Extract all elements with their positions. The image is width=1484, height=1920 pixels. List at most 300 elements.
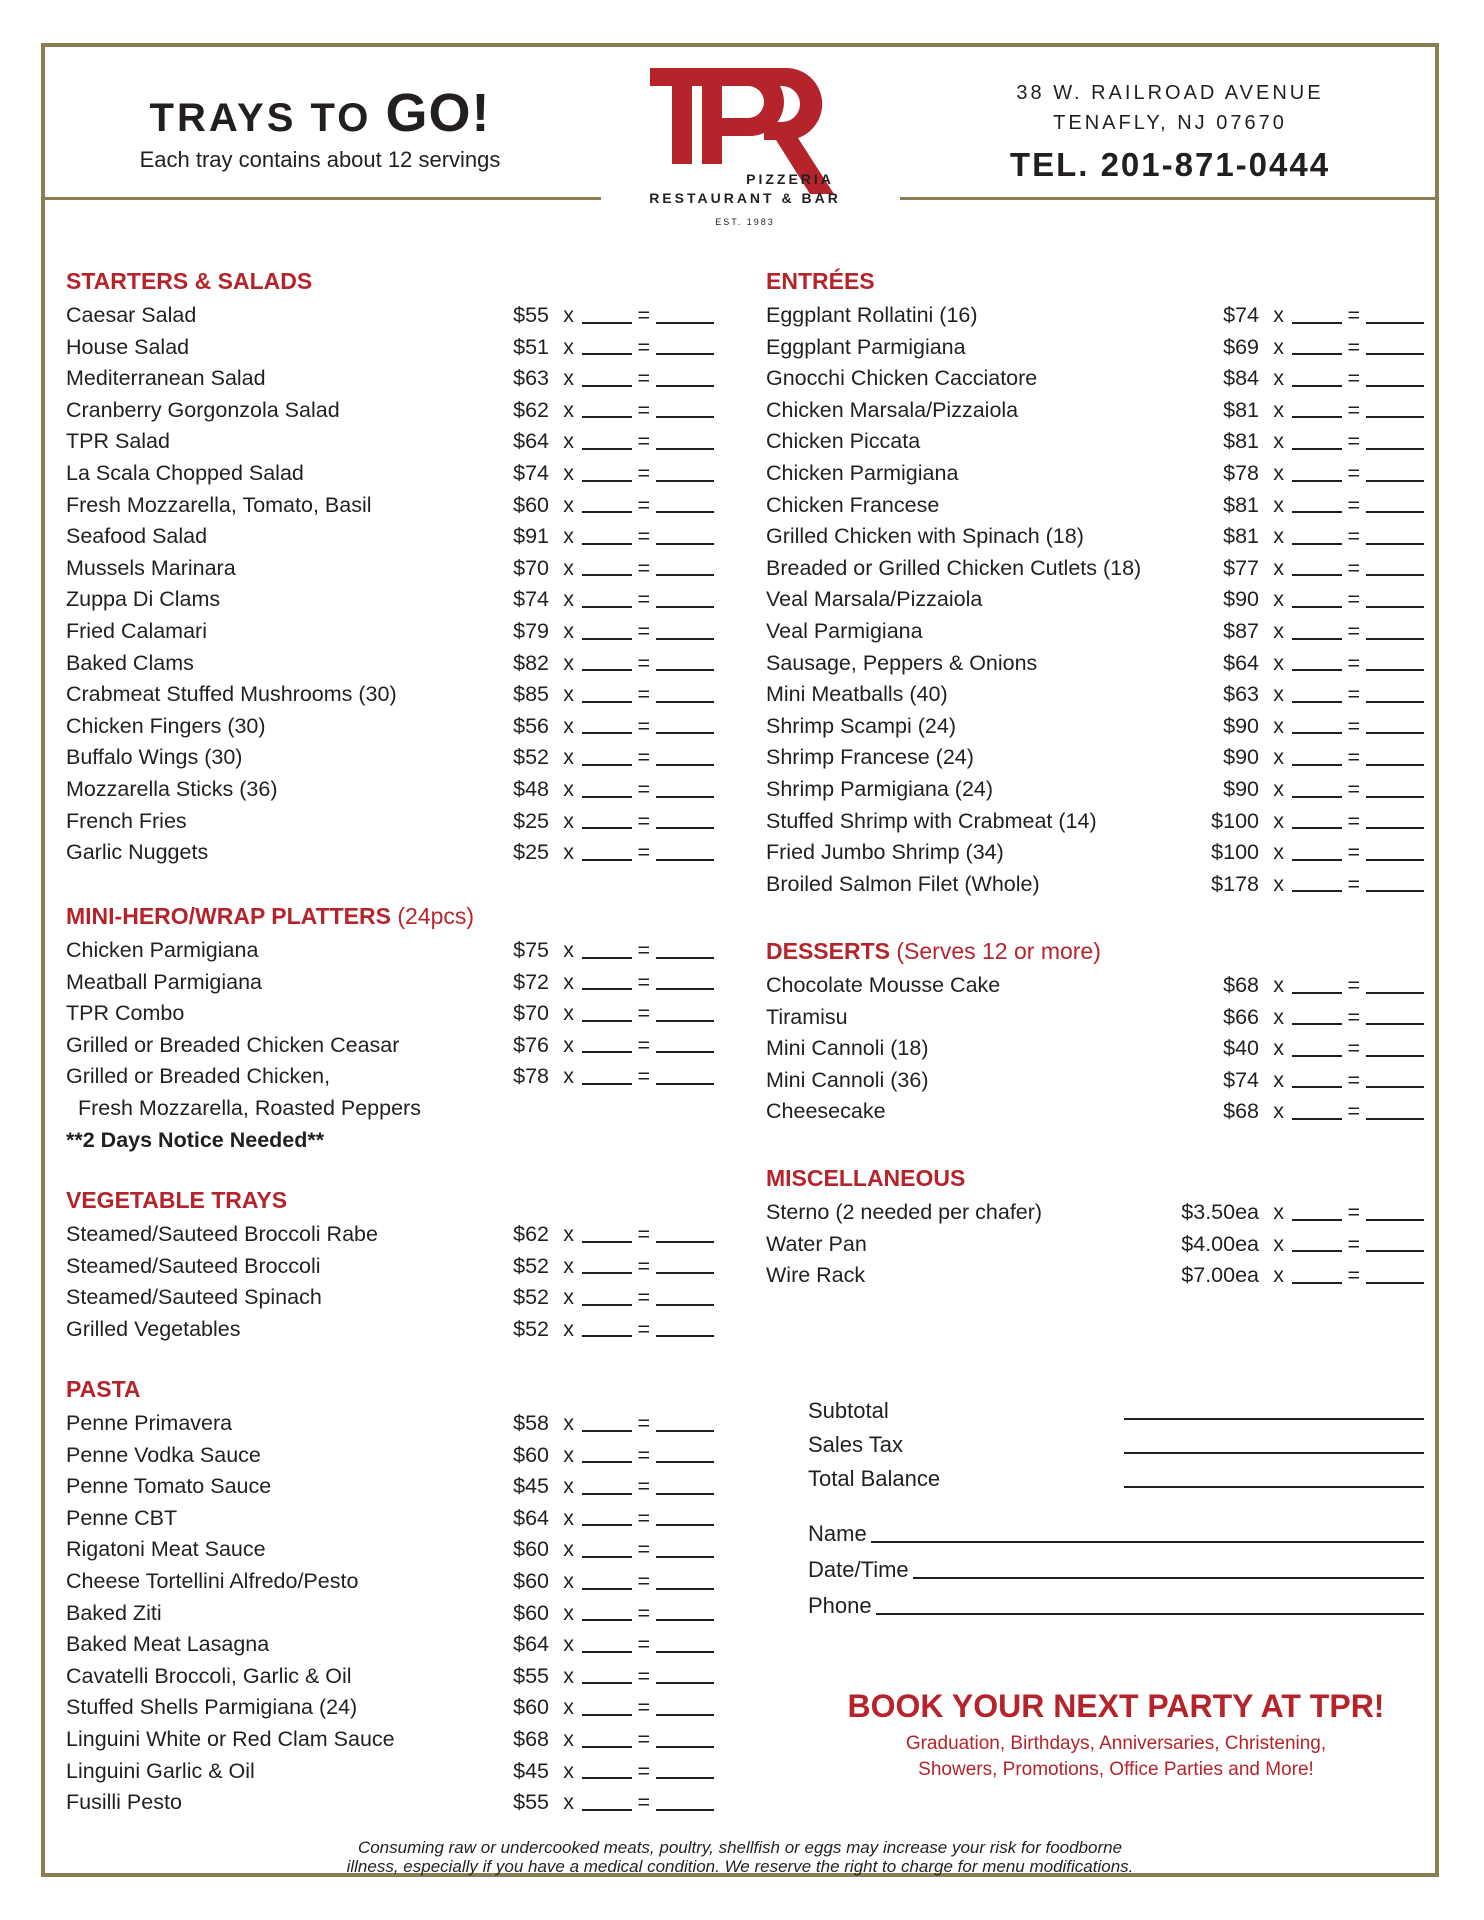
item-name: Steamed/Sauteed Spinach <box>66 1285 322 1310</box>
menu-item <box>766 1096 1424 1128</box>
item-name: House Salad <box>66 334 190 359</box>
line-total-field[interactable] <box>656 638 714 640</box>
quantity-field[interactable] <box>582 416 632 418</box>
line-total-field[interactable] <box>1366 416 1424 418</box>
sales-tax-field[interactable] <box>1124 1452 1424 1454</box>
line-total-field[interactable] <box>656 1524 714 1526</box>
line-total-field[interactable] <box>656 543 714 545</box>
menu-item <box>66 998 714 1030</box>
line-total-field[interactable] <box>656 732 714 734</box>
line-total-field[interactable] <box>656 511 714 513</box>
quantity-field[interactable] <box>582 1714 632 1716</box>
item-price: $74 <box>1223 303 1259 327</box>
header-divider-right <box>900 197 1435 200</box>
item-name: Chicken Parmigiana <box>766 460 959 485</box>
item-name: Penne Tomato Sauce <box>66 1474 272 1499</box>
quantity-field[interactable] <box>582 1682 632 1684</box>
item-name: Sausage, Peppers & Onions <box>766 650 1038 675</box>
quantity-field[interactable] <box>582 1619 632 1621</box>
line-total-field[interactable] <box>1366 669 1424 671</box>
times-sign: x <box>1273 1099 1284 1124</box>
quantity-field[interactable] <box>1292 669 1342 671</box>
line-total-field[interactable] <box>656 1619 714 1621</box>
line-total-field[interactable] <box>656 574 714 576</box>
item-name: Cheesecake <box>766 1099 886 1124</box>
menu-item <box>66 1282 714 1314</box>
quantity-field[interactable] <box>582 764 632 766</box>
line-total-field[interactable] <box>656 448 714 450</box>
line-total-field[interactable] <box>656 1051 714 1053</box>
item-name: Grilled or Breaded Chicken, <box>66 1064 331 1089</box>
times-sign: x <box>563 682 574 707</box>
section-title: ENTRÉES <box>766 268 875 294</box>
line-total-field[interactable] <box>1366 511 1424 513</box>
line-total-field[interactable] <box>1366 890 1424 892</box>
equals-sign: = <box>1347 650 1360 675</box>
quantity-field[interactable] <box>1292 322 1342 324</box>
times-sign: x <box>563 1537 574 1562</box>
menu-item <box>66 458 714 490</box>
equals-sign: = <box>637 808 650 833</box>
quantity-field[interactable] <box>1292 732 1342 734</box>
times-sign: x <box>1273 1004 1284 1029</box>
item-name: Steamed/Sauteed Broccoli Rabe <box>66 1222 378 1246</box>
equals-sign: = <box>1347 366 1360 391</box>
item-list <box>66 300 714 869</box>
quantity-field[interactable] <box>582 1083 632 1085</box>
line-total-field[interactable] <box>1366 859 1424 861</box>
menu-item <box>766 679 1424 711</box>
times-sign: x <box>1273 871 1284 896</box>
item-price: $25 <box>513 840 549 865</box>
times-sign: x <box>563 776 574 801</box>
menu-item <box>66 1314 714 1346</box>
line-total-field[interactable] <box>1366 353 1424 355</box>
line-total-field[interactable] <box>656 1430 714 1432</box>
times-sign: x <box>563 1001 574 1026</box>
quantity-field[interactable] <box>1292 1023 1342 1025</box>
line-total-field[interactable] <box>1366 1023 1424 1025</box>
line-total-field[interactable] <box>656 1241 714 1243</box>
quantity-field[interactable] <box>582 957 632 959</box>
times-sign: x <box>1273 1231 1284 1256</box>
line-total-field[interactable] <box>656 1020 714 1022</box>
equals-sign: = <box>637 366 650 391</box>
menu-item <box>66 1661 714 1693</box>
quantity-field[interactable] <box>1292 1250 1342 1252</box>
menu-item <box>66 332 714 364</box>
line-total-field[interactable] <box>656 606 714 608</box>
item-price: $78 <box>1223 460 1259 485</box>
quantity-field[interactable] <box>1292 606 1342 608</box>
times-sign: x <box>1273 713 1284 738</box>
quantity-field[interactable] <box>582 1777 632 1779</box>
quantity-field[interactable] <box>1292 1055 1342 1057</box>
quantity-field[interactable] <box>1292 353 1342 355</box>
header-right <box>960 78 1380 184</box>
quantity-field[interactable] <box>582 1651 632 1653</box>
times-sign: x <box>1273 366 1284 391</box>
quantity-field[interactable] <box>1292 859 1342 861</box>
item-price: $51 <box>513 334 549 359</box>
item-price: $84 <box>1223 366 1259 391</box>
line-total-field[interactable] <box>656 1682 714 1684</box>
line-total-field[interactable] <box>656 1651 714 1653</box>
line-total-field[interactable] <box>656 1493 714 1495</box>
section-starters <box>66 262 714 869</box>
quantity-field[interactable] <box>1292 890 1342 892</box>
item-list <box>66 1219 714 1345</box>
quantity-field[interactable] <box>582 1809 632 1811</box>
item-name: Veal Marsala/Pizzaiola <box>766 587 983 612</box>
line-total-field[interactable] <box>656 764 714 766</box>
menu-item <box>66 1598 714 1630</box>
times-sign: x <box>563 492 574 517</box>
quantity-field[interactable] <box>582 827 632 829</box>
quantity-field[interactable] <box>582 606 632 608</box>
datetime-label: Date/Time <box>808 1557 909 1582</box>
line-total-field[interactable] <box>1366 1282 1424 1284</box>
quantity-field[interactable] <box>1292 1219 1342 1221</box>
quantity-field[interactable] <box>582 543 632 545</box>
item-name: Buffalo Wings (30) <box>66 745 243 770</box>
equals-sign: = <box>637 1790 650 1815</box>
item-name: Crabmeat Stuffed Mushrooms (30) <box>66 682 397 707</box>
quantity-field[interactable] <box>582 701 632 703</box>
quantity-field[interactable] <box>582 638 632 640</box>
item-name: Cheese Tortellini Alfredo/Pesto <box>66 1568 359 1593</box>
line-total-field[interactable] <box>656 1461 714 1463</box>
menu-item <box>66 1629 714 1661</box>
line-total-field[interactable] <box>1366 1055 1424 1057</box>
name-label: Name <box>808 1521 867 1546</box>
item-price: $52 <box>513 1285 549 1310</box>
quantity-field[interactable] <box>1292 1118 1342 1120</box>
phone-row <box>808 1588 1424 1624</box>
times-sign: x <box>563 969 574 994</box>
equals-sign: = <box>1347 1231 1360 1256</box>
quantity-field[interactable] <box>582 1430 632 1432</box>
times-sign: x <box>563 303 574 327</box>
menu-item <box>766 458 1424 490</box>
line-total-field[interactable] <box>1366 638 1424 640</box>
datetime-field[interactable] <box>913 1552 1424 1579</box>
quantity-field[interactable] <box>582 796 632 798</box>
subtotal-label: Subtotal <box>808 1398 889 1423</box>
equals-sign: = <box>1347 397 1360 422</box>
menu-item <box>66 426 714 458</box>
section-desserts <box>766 932 1424 1128</box>
quantity-field[interactable] <box>582 1746 632 1748</box>
equals-sign: = <box>637 1032 650 1057</box>
line-total-field[interactable] <box>1366 480 1424 482</box>
item-name: Stuffed Shells Parmigiana (24) <box>66 1695 358 1720</box>
quantity-field[interactable] <box>582 385 632 387</box>
times-sign: x <box>1273 973 1284 997</box>
line-total-field[interactable] <box>656 416 714 418</box>
menu-item <box>66 1471 714 1503</box>
line-total-field[interactable] <box>1366 701 1424 703</box>
quantity-field[interactable] <box>582 1493 632 1495</box>
times-sign: x <box>563 397 574 422</box>
item-price: $40 <box>1223 1036 1259 1061</box>
line-total-field[interactable] <box>656 1588 714 1590</box>
line-total-field[interactable] <box>656 322 714 324</box>
quantity-field[interactable] <box>1292 638 1342 640</box>
item-name: Fried Jumbo Shrimp (34) <box>766 840 1004 865</box>
subtotal-field[interactable] <box>1124 1418 1424 1420</box>
header-divider-left <box>45 197 601 200</box>
line-total-field[interactable] <box>1366 764 1424 766</box>
quantity-field[interactable] <box>1292 448 1342 450</box>
quantity-field[interactable] <box>582 1020 632 1022</box>
equals-sign: = <box>637 1632 650 1657</box>
item-name: Shrimp Parmigiana (24) <box>766 776 994 801</box>
equals-sign: = <box>637 524 650 549</box>
item-list <box>66 1408 714 1819</box>
line-total-field[interactable] <box>656 385 714 387</box>
item-price: $69 <box>1223 334 1259 359</box>
equals-sign: = <box>637 1064 650 1089</box>
menu-item <box>66 837 714 869</box>
equals-sign: = <box>637 1663 650 1688</box>
item-name: French Fries <box>66 808 187 833</box>
item-price: $81 <box>1223 397 1259 422</box>
equals-sign: = <box>637 1001 650 1026</box>
quantity-field[interactable] <box>1292 1282 1342 1284</box>
menu-item <box>766 616 1424 648</box>
times-sign: x <box>563 334 574 359</box>
line-total-field[interactable] <box>1366 543 1424 545</box>
equals-sign: = <box>1347 460 1360 485</box>
menu-item <box>766 774 1424 806</box>
line-total-field[interactable] <box>656 827 714 829</box>
equals-sign: = <box>637 555 650 580</box>
quantity-field[interactable] <box>582 1524 632 1526</box>
line-total-field[interactable] <box>1366 1219 1424 1221</box>
line-total-field[interactable] <box>656 480 714 482</box>
quantity-field[interactable] <box>582 480 632 482</box>
times-sign: x <box>563 1474 574 1499</box>
line-total-field[interactable] <box>1366 385 1424 387</box>
line-total-field[interactable] <box>656 1083 714 1085</box>
line-total-field[interactable] <box>656 988 714 990</box>
equals-sign: = <box>637 1505 650 1530</box>
item-name: Linguini Garlic & Oil <box>66 1758 255 1783</box>
line-total-field[interactable] <box>1366 322 1424 324</box>
line-total-field[interactable] <box>1366 992 1424 994</box>
quantity-field[interactable] <box>1292 827 1342 829</box>
line-total-field[interactable] <box>1366 1118 1424 1120</box>
line-total-field[interactable] <box>656 1556 714 1558</box>
name-field[interactable] <box>871 1516 1424 1543</box>
quantity-field[interactable] <box>582 1051 632 1053</box>
quantity-field[interactable] <box>582 511 632 513</box>
item-price: $70 <box>513 1001 549 1026</box>
quantity-field[interactable] <box>1292 416 1342 418</box>
menu-item <box>66 1787 714 1819</box>
item-price: $74 <box>1223 1067 1259 1092</box>
times-sign: x <box>1273 776 1284 801</box>
item-price: $52 <box>513 1253 549 1278</box>
item-price: $90 <box>1223 713 1259 738</box>
line-total-field[interactable] <box>656 701 714 703</box>
line-total-field[interactable] <box>656 796 714 798</box>
item-name: Water Pan <box>766 1231 867 1256</box>
item-price: $90 <box>1223 776 1259 801</box>
times-sign: x <box>563 745 574 770</box>
quantity-field[interactable] <box>582 1335 632 1337</box>
quantity-field[interactable] <box>582 1461 632 1463</box>
line-total-field[interactable] <box>656 669 714 671</box>
quantity-field[interactable] <box>1292 480 1342 482</box>
item-price: $60 <box>513 1442 549 1467</box>
times-sign: x <box>1273 334 1284 359</box>
quantity-field[interactable] <box>582 448 632 450</box>
quantity-field[interactable] <box>582 322 632 324</box>
line-total-field[interactable] <box>656 1304 714 1306</box>
quantity-field[interactable] <box>1292 796 1342 798</box>
line-total-field[interactable] <box>656 353 714 355</box>
item-price: $60 <box>513 1695 549 1720</box>
item-name: Mini Cannoli (18) <box>766 1036 929 1061</box>
quantity-field[interactable] <box>1292 701 1342 703</box>
equals-sign: = <box>637 1474 650 1499</box>
quantity-field[interactable] <box>1292 764 1342 766</box>
quantity-field[interactable] <box>1292 574 1342 576</box>
quantity-field[interactable] <box>582 669 632 671</box>
line-total-field[interactable] <box>1366 606 1424 608</box>
menu-item <box>766 553 1424 585</box>
item-name: Baked Clams <box>66 650 194 675</box>
disclaimer-line-2: illness, especially if you have a medical condition. We reserve the right to charge for menu modifications. <box>346 1857 1134 1876</box>
equals-sign: = <box>637 397 650 422</box>
line-total-field[interactable] <box>656 1746 714 1748</box>
item-price: $7.00ea <box>1181 1263 1259 1288</box>
item-price: $55 <box>513 1663 549 1688</box>
quantity-field[interactable] <box>1292 385 1342 387</box>
item-name: Chicken Francese <box>766 492 940 517</box>
quantity-field[interactable] <box>582 988 632 990</box>
phone-field[interactable] <box>876 1588 1424 1615</box>
item-name: Zuppa Di Clams <box>66 587 221 612</box>
menu-item <box>766 300 1424 332</box>
quantity-field[interactable] <box>582 1272 632 1274</box>
menu-item <box>66 1503 714 1535</box>
equals-sign: = <box>1347 713 1360 738</box>
line-total-field[interactable] <box>656 1714 714 1716</box>
times-sign: x <box>563 1285 574 1310</box>
section-title: PASTA <box>66 1376 141 1402</box>
item-price: $74 <box>513 587 549 612</box>
menu-item <box>766 648 1424 680</box>
menu-item <box>66 774 714 806</box>
sales-tax-label: Sales Tax <box>808 1432 903 1457</box>
quantity-field[interactable] <box>582 732 632 734</box>
times-sign: x <box>1273 1036 1284 1061</box>
equals-sign: = <box>637 429 650 454</box>
quantity-field[interactable] <box>582 1556 632 1558</box>
item-price: $45 <box>513 1474 549 1499</box>
times-sign: x <box>563 713 574 738</box>
item-list <box>66 935 714 1093</box>
item-list <box>766 300 1424 900</box>
item-price: $78 <box>513 1064 549 1089</box>
item-price: $68 <box>1223 973 1259 997</box>
times-sign: x <box>563 366 574 391</box>
line-total-field[interactable] <box>1366 732 1424 734</box>
times-sign: x <box>563 938 574 962</box>
equals-sign: = <box>637 1411 650 1435</box>
line-total-field[interactable] <box>656 957 714 959</box>
quantity-field[interactable] <box>1292 543 1342 545</box>
item-price: $68 <box>1223 1099 1259 1124</box>
equals-sign: = <box>1347 555 1360 580</box>
quantity-field[interactable] <box>582 353 632 355</box>
quantity-field[interactable] <box>582 574 632 576</box>
line-total-field[interactable] <box>1366 574 1424 576</box>
item-name: Sterno (2 needed per chafer) <box>766 1200 1043 1224</box>
equals-sign: = <box>637 492 650 517</box>
item-name: Chicken Parmigiana <box>66 938 259 962</box>
times-sign: x <box>1273 745 1284 770</box>
item-name: Garlic Nuggets <box>66 840 209 865</box>
total-field[interactable] <box>1124 1486 1424 1488</box>
equals-sign: = <box>1347 334 1360 359</box>
address-line-1: 38 W. RAILROAD AVENUE <box>1016 82 1324 104</box>
line-total-field[interactable] <box>656 1809 714 1811</box>
quantity-field[interactable] <box>582 1241 632 1243</box>
times-sign: x <box>563 1316 574 1341</box>
telephone: TEL. 201-871-0444 <box>1009 146 1331 183</box>
quantity-field[interactable] <box>1292 511 1342 513</box>
menu-item <box>766 363 1424 395</box>
quantity-field[interactable] <box>1292 992 1342 994</box>
line-total-field[interactable] <box>1366 1086 1424 1088</box>
equals-sign: = <box>637 840 650 865</box>
quantity-field[interactable] <box>582 1588 632 1590</box>
item-list <box>766 970 1424 1128</box>
item-name: Breaded or Grilled Chicken Cutlets (18) <box>766 555 1142 580</box>
item-list <box>766 1197 1424 1292</box>
item-name: Stuffed Shrimp with Crabmeat (14) <box>766 808 1097 833</box>
equals-sign: = <box>637 1537 650 1562</box>
menu-item <box>766 970 1424 1002</box>
quantity-field[interactable] <box>582 1304 632 1306</box>
line-total-field[interactable] <box>1366 796 1424 798</box>
line-total-field[interactable] <box>656 859 714 861</box>
item-price: $100 <box>1211 808 1259 833</box>
line-total-field[interactable] <box>656 1777 714 1779</box>
section-pasta <box>66 1370 714 1819</box>
menu-item <box>766 426 1424 458</box>
times-sign: x <box>563 808 574 833</box>
item-price: $100 <box>1211 840 1259 865</box>
line-total-field[interactable] <box>1366 827 1424 829</box>
item-price: $77 <box>1223 555 1259 580</box>
line-total-field[interactable] <box>1366 448 1424 450</box>
item-price: $52 <box>513 1316 549 1341</box>
quantity-field[interactable] <box>1292 1086 1342 1088</box>
line-total-field[interactable] <box>656 1272 714 1274</box>
quantity-field[interactable] <box>582 859 632 861</box>
section-vegetable <box>66 1181 714 1345</box>
menu-item <box>66 648 714 680</box>
line-total-field[interactable] <box>1366 1250 1424 1252</box>
item-price: $58 <box>513 1411 549 1435</box>
line-total-field[interactable] <box>656 1335 714 1337</box>
item-price: $81 <box>1223 429 1259 454</box>
